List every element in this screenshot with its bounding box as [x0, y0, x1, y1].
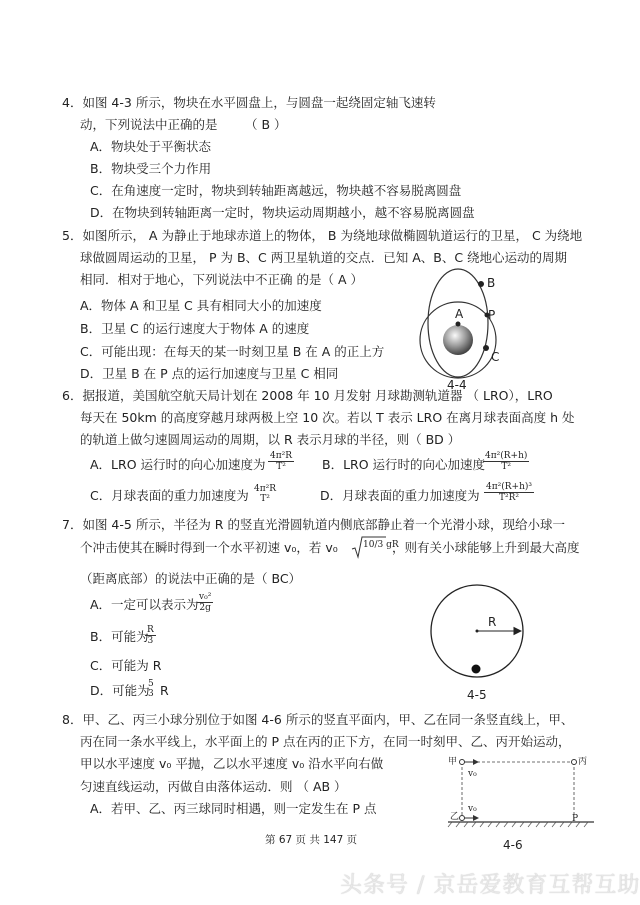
q8-stem-line1: 8．甲、乙、丙三小球分别位于如图 4-6 所示的竖直平面内，甲、乙在同一条竖直线上，甲、 [62, 712, 574, 727]
q7-option-a-formula: $\frac{\text{v₀²}}{2g}$ [199, 592, 212, 613]
ball-jia [460, 760, 465, 765]
figure-4-6-label-jia: 甲 [448, 757, 458, 767]
figure-4-6-caption: 4-6 [503, 838, 523, 852]
q6-stem-line3: 的轨道上做匀速圆周运动的周期，以 R 表示月球的半径，则（ BD ） [80, 432, 461, 447]
figure-4-6-label-yi: 乙 [450, 812, 460, 822]
q7-option-c: C．可能为 R [90, 658, 162, 673]
q8-option-a: A．若甲、乙、丙三球同时相遇，则一定发生在 P 点 [90, 801, 377, 816]
figure-4-5-label-r: R [488, 615, 497, 629]
q5-stem-line2: 球做圆周运动的卫星， P 为 B、C 两卫星轨道的交点．已知 A、B、C 绕地心运动的周期 [80, 250, 568, 265]
q7-stem-line2b: ，则有关小球能够上升到最大高度 [392, 540, 580, 555]
ball-yi [460, 816, 465, 821]
q5-option-d: D．卫星 B 在 P 点的运行加速度与卫星 C 相同 [80, 366, 339, 381]
q7-option-b: B．可能为 [90, 629, 149, 644]
q6-option-b: B．LRO 运行时的向心加速度 [322, 457, 486, 472]
satellite-c-dot [483, 345, 489, 351]
q7-stem-line2a: 个冲击使其在瞬时得到一个水平初速 v₀，若 v₀ [80, 540, 338, 555]
small-ball-icon [472, 665, 481, 674]
q6-option-a-formula: $\frac{\text{4π²R}}{\text{T²}}$ [270, 451, 293, 472]
object-a-dot [456, 322, 461, 327]
q5-option-a: A．物体 A 和卫星 C 具有相同大小的加速度 [80, 298, 322, 313]
satellite-b-dot [478, 281, 484, 287]
q5-stem-line1: 5．如图所示， A 为静止于地球赤道上的物体， B 为绕地球做椭圆轨道运行的卫星， C 为绕地 [62, 228, 583, 243]
q6-option-c: C．月球表面的重力加速度为 [90, 488, 249, 503]
q4-stem-line2: 动，下列说法中正确的是 [80, 117, 218, 132]
figure-4-4-label-a: A [455, 307, 464, 321]
q6-option-d: D．月球表面的重力加速度为 [320, 488, 480, 503]
q4-option-a: A．物块处于平衡状态 [90, 139, 212, 154]
figure-4-6-label-bing: 丙 [578, 757, 588, 767]
q4-option-b: B．物块受三个力作用 [90, 161, 212, 176]
figure-4-4-label-c: C [491, 350, 500, 364]
q8-stem-line3: 甲以水平速度 v₀ 平抛，乙以水平速度 v₀ 沿水平向右做 [80, 756, 384, 771]
q7-stem-line1: 7．如图 4-5 所示，半径为 R 的竖直光滑圆轨道内侧底部静止着一个光滑小球，现给小球一 [62, 517, 565, 532]
q4-stem-line1: 4．如图 4-3 所示，物块在水平圆盘上，与圆盘一起绕固定轴飞速转 [62, 95, 436, 110]
q6-option-b-formula: $\frac{\text{4π²(R+h)}}{\text{T²}}$ [485, 451, 528, 472]
q7-option-d-unit: R [160, 683, 169, 698]
figure-4-6-label-v0-top: v₀ [468, 769, 477, 779]
figure-4-4-orbits [415, 268, 525, 388]
figure-4-4-label-p: P [488, 308, 496, 322]
q4-option-c: C．在角速度一定时，物块到转轴距离越远，物块越不容易脱离圆盘 [90, 183, 462, 198]
q7-sqrt-expression: 10/3 gR [363, 540, 399, 550]
q8-stem-line2: 丙在同一条水平线上，水平面上的 P 点在丙的正下方，在同一时刻甲、乙、丙开始运动， [80, 734, 571, 749]
q7-option-a: A．一定可以表示为 [90, 597, 199, 612]
q7-stem-line3: （距离底部）的说法中正确的是（ BC） [80, 571, 302, 586]
q6-option-a: A．LRO 运行时的向心加速度为 [90, 457, 266, 472]
q5-option-c: C．可能出现：在每天的某一时刻卫星 B 在 A 的正上方 [80, 344, 385, 359]
q5-stem-line3: 相同．相对于地心，下列说法中不正确 的是（ A ） [80, 272, 363, 287]
q7-option-b-formula: $\frac{R}{3}$ [147, 625, 154, 646]
page-number: 第 67 页 共 147 页 [265, 834, 358, 846]
q4-option-d: D．在物块到转轴距离一定时，物块运动周期越小，越不容易脱离圆盘 [90, 205, 475, 220]
watermark: 头条号 / 京岳爱教育互帮互助 [340, 873, 640, 898]
ball-bing [572, 760, 577, 765]
q5-option-b: B．卫星 C 的运行速度大于物体 A 的速度 [80, 321, 310, 336]
figure-4-6-label-v0-bottom: v₀ [468, 804, 477, 814]
figure-4-4-label-b: B [487, 276, 496, 290]
q6-option-c-formula: 4π²R T² [254, 484, 277, 504]
figure-4-4-caption: 4-4 [447, 378, 467, 392]
q7-option-d-formula: 5 3 [148, 679, 154, 699]
q4-answer: （ B ） [245, 117, 287, 132]
figure-4-5-circular-track [428, 584, 528, 684]
q6-option-d-formula: $\frac{\text{4π²(R+h)³}}{\text{T²R²}}$ [486, 482, 532, 503]
q8-stem-line4: 匀速直线运动，丙做自由落体运动．则 （ AB ） [80, 779, 347, 794]
q7-option-d: D．可能为 [90, 683, 150, 698]
q6-stem-line1: 6．据报道，美国航空航天局计划在 2008 年 10 月发射 月球勘测轨道器 （ LRO），LRO [62, 388, 553, 403]
earth-icon [443, 325, 473, 355]
q6-stem-line2: 每天在 50km 的高度穿越月球两极上空 10 次。若以 T 表示 LRO 在离月球表面高度 h 处 [80, 410, 575, 425]
figure-4-5-caption: 4-5 [467, 688, 487, 702]
figure-4-6-label-p: P [572, 814, 579, 824]
